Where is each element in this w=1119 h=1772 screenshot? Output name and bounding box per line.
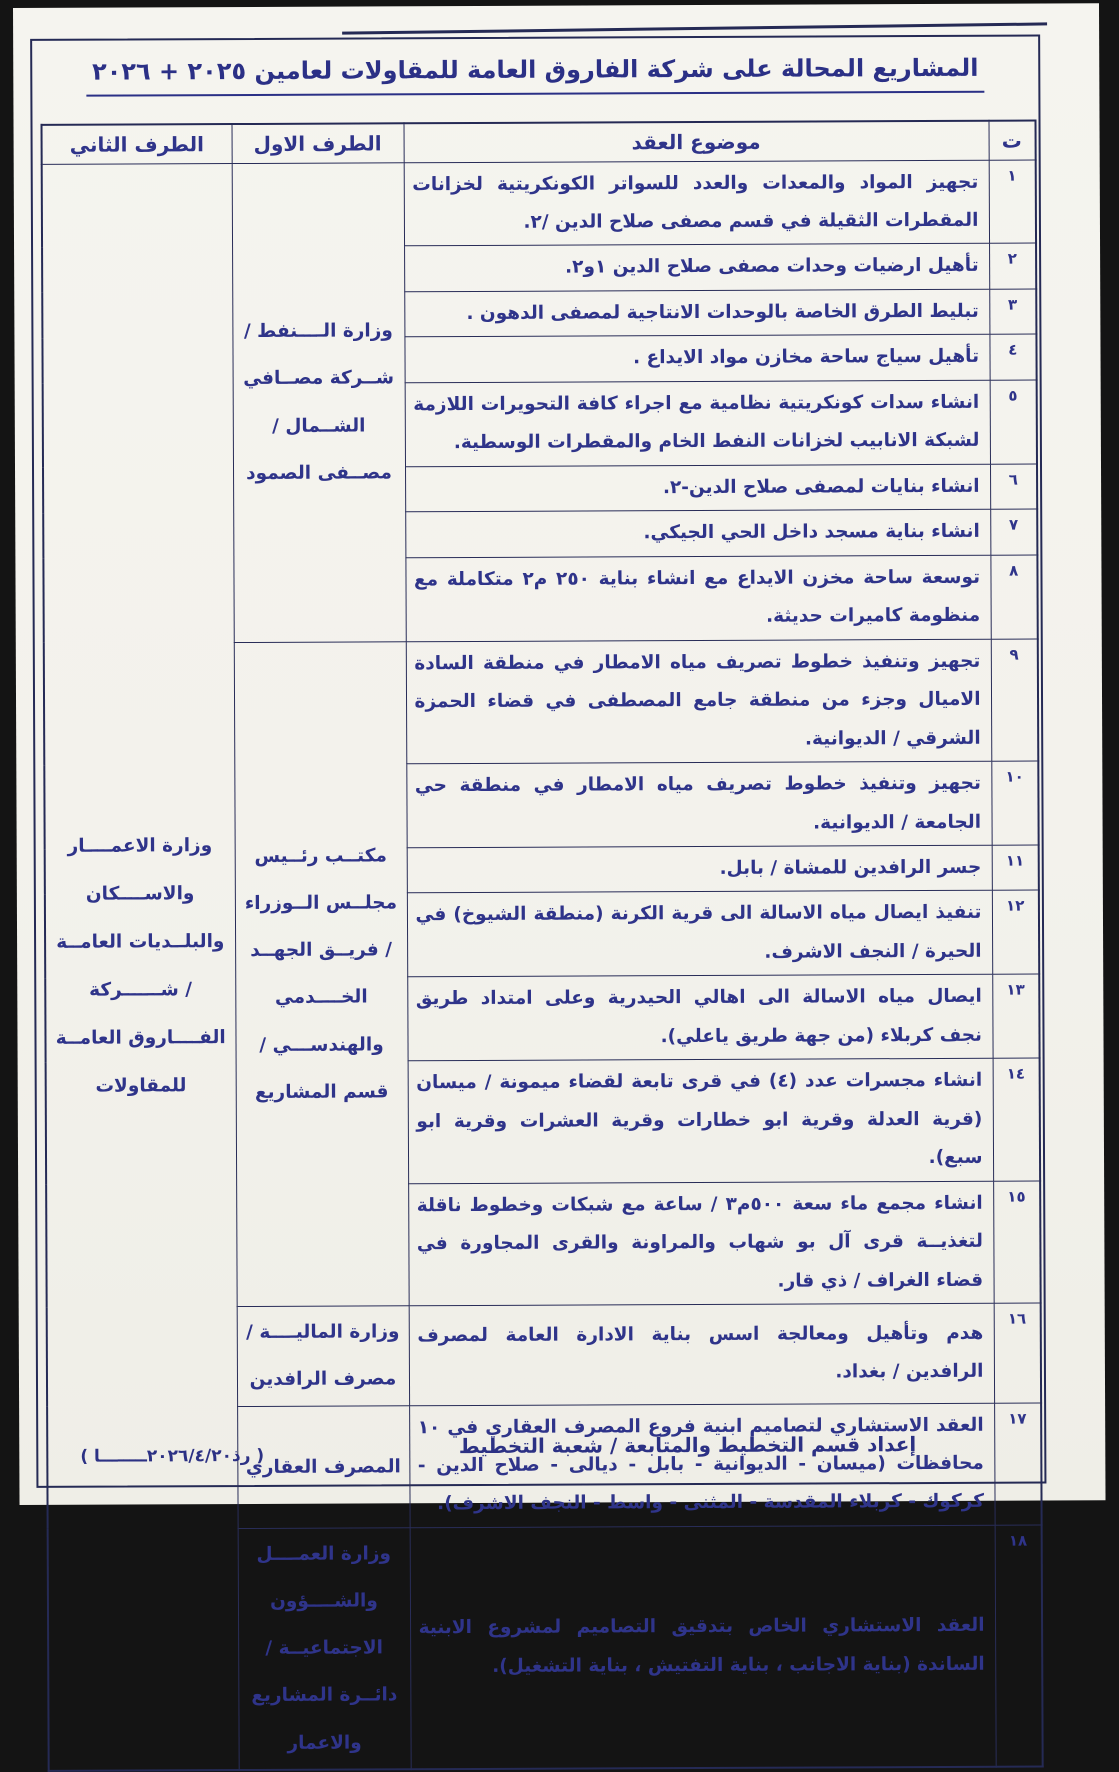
column-header-index: ت <box>989 121 1036 160</box>
contract-subject: انشاء مجمع ماء سعة ٥٠٠م٣ / ساعة مع شبكات وخطوط ناقلة لتغذيــة قرى آل بو شهاب والمراونة والقرى المجاورة في قضاء الغراف / ذي قار. <box>408 1181 994 1306</box>
page-title: المشاريع المحالة على شركة الفاروق العامة للمقاولات لعامين ٢٠٢٥ + ٢٠٢٦ <box>86 54 985 97</box>
row-number: ٣ <box>989 289 1036 335</box>
contract-subject: العقد الاستشاري الخاص بتدقيق التصاميم لمشروع الابنية الساندة (بناية الاجانب ، بناية التفتيش ، بناية التشغيل). <box>410 1525 996 1769</box>
first-party-cell: وزارة العمــــل والشــــؤون الاجتماعيــة / دائــرة المشاريع والاعمار <box>238 1528 411 1770</box>
contract-subject: جسر الرافدين للمشاة / بابل. <box>407 845 992 893</box>
header-row <box>42 121 1036 164</box>
title-row <box>32 54 1038 97</box>
contract-subject: العقد الاستشاري لتصاميم ابنية فروع المصرف العقاري في ١٠ محافظات (ميسان - الديوانية - بابل - ديالى - صلاح الدين - كركوك - كربلاء المقدسة - المثنى - واسط - النجف الاشرف). <box>409 1403 995 1528</box>
row-number: ٦ <box>990 464 1037 510</box>
row-number: ٨ <box>990 555 1037 639</box>
table-row <box>42 160 1036 248</box>
row-number: ٥ <box>990 380 1037 464</box>
row-number: ١٤ <box>993 1058 1041 1181</box>
footer-prepared-by: إعداد قسم التخطيط والمتابعة / شعبة التخطيط <box>458 1432 917 1459</box>
first-party-cell: مكتــب رئــيس مجلــس الــوزراء / فريــق الجهــد الخــــدمي والهندســـي / قسم المشاريع <box>234 641 409 1306</box>
row-number: ١٦ <box>994 1303 1041 1403</box>
row-number: ٢ <box>989 243 1036 289</box>
row-number: ١٥ <box>993 1181 1041 1304</box>
projects-table <box>41 120 1044 1772</box>
first-party-cell: وزارة الــــنفط / شــركة مصــافي الشــمال / مصــفى الصمود <box>232 162 406 642</box>
column-header-second-party: الطرف الثاني <box>42 124 232 164</box>
contract-subject: تبليط الطرق الخاصة بالوحدات الانتاجية لمصفى الدهون . <box>404 289 989 337</box>
contract-subject: تجهيز وتنفيذ خطوط تصريف مياه الامطار في منطقة السادة الاميال وجزء من منطقة جامع المصطفى في قضاء الحمزة الشرقي / الديوانية. <box>406 639 992 764</box>
row-number: ١٠ <box>991 761 1038 845</box>
top-border-line <box>342 22 1047 34</box>
row-number: ١٧ <box>994 1403 1042 1526</box>
scanned-page <box>13 3 1106 1754</box>
contract-subject: تأهيل ارضيات وحدات مصفى صلاح الدين ١و٢. <box>404 244 989 292</box>
row-number: ١٢ <box>992 891 1039 975</box>
contract-subject: انشاء بناية مسجد داخل الحي الجيكي. <box>405 509 990 557</box>
row-number: ١١ <box>992 845 1039 891</box>
contract-subject: ايصال مياه الاسالة الى اهالي الحيدرية وعلى امتداد طريق نجف كربلاء (من جهة طريق ياعلي). <box>407 975 992 1061</box>
contract-subject: انشاء مجسرات عدد (٤) في قرى تابعة لقضاء ميمونة / ميسان (قرية العدلة وقرية ابو خطارات وقرية العشرات وقرية ابو سبع). <box>408 1059 994 1184</box>
contract-subject: تأهيل سياج ساحة مخازن مواد الايداع . <box>404 335 989 383</box>
contract-subject: تجهيز المواد والمعدات والعدد للسواتر الكونكريتية لخزانات المقطرات الثقيلة في قسم مصفى صلاح الدين /٢. <box>404 160 989 246</box>
first-party-cell: وزارة الماليــــة / مصرف الرافدين <box>237 1306 409 1406</box>
contract-subject: تنفيذ ايصال مياه الاسالة الى قرية الكرنة (منطقة الشيوخ) في الحيرة / النجف الاشرف. <box>407 891 992 977</box>
row-number: ١٨ <box>995 1525 1043 1767</box>
row-number: ٤ <box>989 334 1036 380</box>
second-party-cell: وزارة الاعمــــار والاســــكان والبلــديات العامــة / شــــــركة الفــــاروق العامــة للمقاولات <box>42 163 239 1771</box>
row-number: ١٣ <box>992 974 1039 1058</box>
contract-subject: تجهيز وتنفيذ خطوط تصريف مياه الامطار في منطقة حي الجامعة / الديوانية. <box>406 761 991 847</box>
contract-subject: انشاء بنايات لمصفى صلاح الدين-٢. <box>405 464 990 512</box>
row-number: ٧ <box>990 509 1037 555</box>
contract-subject: توسعة ساحة مخزن الايداع مع انشاء بناية ٢٥٠ م٢ متكاملة مع منظومة كاميرات حديثة. <box>405 555 990 641</box>
document-border <box>30 35 1046 1754</box>
footer-date-note: ( رذ٢٠٢٦/٤/٢٠ــــــــا ) <box>80 1445 265 1467</box>
contract-subject: هدم وتأهيل ومعالجة اسس بناية الادارة العامة لمصرف الرافدين / بغداد. <box>409 1303 994 1405</box>
row-number: ١ <box>989 160 1036 244</box>
contract-subject: انشاء سدات كونكريتية نظامية مع اجراء كافة التحويرات اللازمة لشبكة الانابيب لخزانات النفط الخام والمقطرات الوسطية. <box>405 380 990 466</box>
column-header-subject: موضوع العقد <box>404 121 989 163</box>
row-number: ٩ <box>991 639 1039 762</box>
column-header-first-party: الطرف الاول <box>232 123 404 163</box>
first-party-cell: المصرف العقاري <box>237 1405 410 1528</box>
